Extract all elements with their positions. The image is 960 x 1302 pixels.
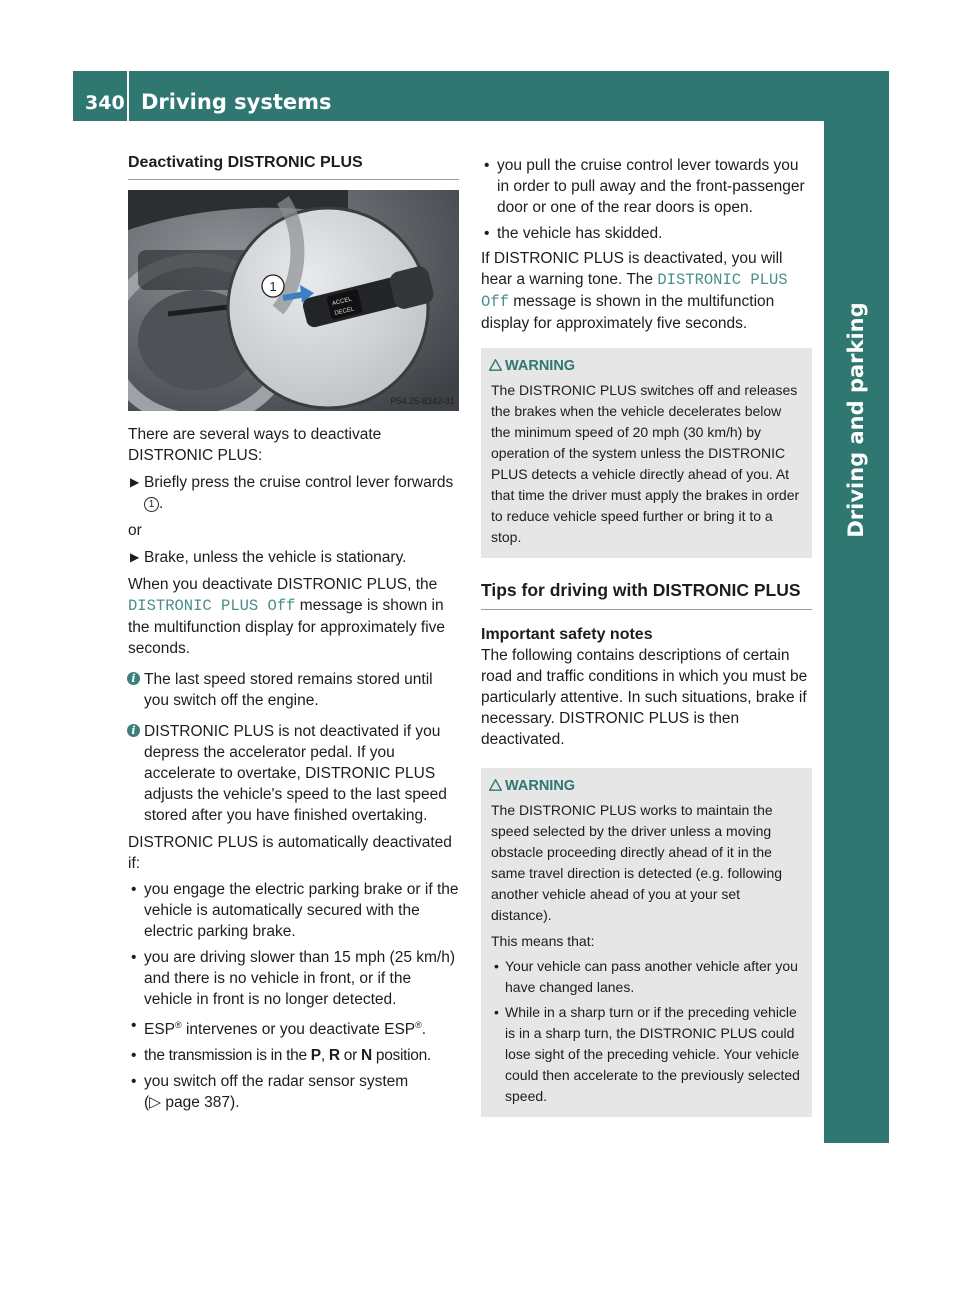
note-accelerator (128, 721, 459, 826)
list-item-text: Your vehicle can pass another vehicle after you have changed lanes. (505, 958, 798, 995)
deactivate-message-para (128, 574, 459, 659)
display-message-code: DISTRONIC PLUS Off (128, 597, 296, 615)
bullet-dot: • (494, 1004, 499, 1020)
note-speed-stored (128, 669, 459, 711)
heading-safety-notes: Important safety notes (481, 626, 653, 643)
trans-end: position. (371, 1047, 431, 1065)
info-icon: i (127, 672, 140, 685)
safety-notes-text: The following contains descriptions of certain road and traffic conditions in which you must be particularly attentive. In such situations, brake if necessary. DISTRONIC PLUS is then deactivated. (481, 647, 808, 748)
display-message-code: DISTRONIC PLUS Off (481, 271, 788, 311)
or-text: or (128, 522, 142, 539)
para-text-a: If DISTRONIC PLUS is deactivated, you will hear a warning tone. The (481, 250, 783, 288)
bullet-dot: • (484, 157, 490, 174)
registered-mark: ® (175, 1020, 182, 1030)
warning-text: The DISTRONIC PLUS works to maintain the speed selected by the driver unless a moving obstacle proceeding directly ahead of it in the same travel direction is detected (e.g. following another vehicle ahead of you at your set distance). (491, 802, 783, 923)
figure-code: P54.25-8342-31 (390, 396, 455, 406)
warning-text: The DISTRONIC PLUS switches off and releases the brakes when the vehicle decelerates below the minimum speed of 20 mph (30 km/h) by operation of the system unless the DISTRONIC PLUS detects a vehicle directly ahead of you. At that time the driver must apply the brakes in order to reduce vehicle speed further or bring it to a stop. (491, 382, 800, 545)
lever-label-decel: DECEL (333, 306, 355, 317)
radar-text: you switch off the radar sensor system (144, 1073, 409, 1091)
esp-text-a: ESP (144, 1021, 176, 1039)
heading-tips: Tips for driving with DISTRONIC PLUS (481, 580, 812, 610)
warning-title: WARNING (505, 358, 576, 374)
side-tab (824, 121, 889, 1143)
list-item-transmission (128, 1045, 459, 1066)
trans-comma: , (320, 1047, 329, 1065)
section-title: Driving systems (141, 90, 332, 114)
step-brake (128, 547, 459, 568)
heading-deactivating: Deactivating DISTRONIC PLUS (128, 152, 459, 180)
warning-triangle-icon (489, 359, 502, 371)
step-brake-text: Brake, unless the vehicle is stationary. (144, 549, 407, 566)
figure-callout-1: 1 (269, 279, 277, 294)
trans-text-a: the transmission is in the (144, 1047, 311, 1065)
info-icon: i (127, 724, 140, 737)
lever-label-accel: ACCEL (331, 296, 353, 308)
list-item-text: the vehicle has skidded. (497, 225, 663, 242)
header-divider (127, 71, 129, 121)
right-column (481, 155, 812, 1117)
list-item (128, 947, 459, 1010)
list-item (491, 956, 804, 998)
note-accelerator-text: DISTRONIC PLUS is not deactivated if you depress the accelerator pedal. If you accelerate to overtake, DISTRONIC PLUS adjusts the vehicle's speed to the last speed stored after you have finished overtaking. (144, 723, 447, 824)
trans-or: or (339, 1047, 361, 1065)
step-press-lever (128, 472, 459, 514)
registered-mark: ® (415, 1020, 422, 1030)
bullet-dot: • (131, 881, 137, 898)
list-item-text: you pull the cruise control lever towards you in order to pull away and the front-passenger door or one of the rear doors is open. (497, 157, 805, 216)
bullet-dot: • (131, 1017, 137, 1034)
list-item (481, 223, 812, 244)
warning-box-1 (481, 348, 812, 558)
step-press-lever-text: Briefly press the cruise control lever forwards (144, 474, 454, 491)
list-item (491, 1002, 804, 1107)
list-item (481, 155, 812, 218)
page-reference-link[interactable]: (▷ page 387). (144, 1094, 240, 1112)
step-press-lever-end: . (159, 495, 164, 512)
bullet-dot: • (484, 225, 490, 242)
list-item-text: you are driving slower than 15 mph (25 km/h) and there is no vehicle in front, or if the vehicle in front is no longer detected. (144, 949, 456, 1008)
warning-means: This means that: (491, 933, 595, 949)
warning-header (491, 356, 804, 377)
side-tab-label: Driving and parking (844, 302, 868, 538)
warning-title: WARNING (505, 778, 576, 794)
page-number: 340 (85, 92, 125, 114)
step-arrow-icon: ▶ (130, 550, 140, 564)
para-text-b: message is shown in the multifunction display for approximately five seconds. (481, 293, 775, 332)
left-column (128, 152, 459, 1113)
gear-p: P (310, 1047, 321, 1065)
list-item-text: you engage the electric parking brake or if the vehicle is automatically secured with the electric parking brake. (144, 881, 459, 940)
list-item (128, 879, 459, 942)
list-item-esp (128, 1015, 459, 1040)
warning-triangle-icon (489, 779, 502, 791)
list-item-text: While in a sharp turn or if the preceding vehicle is in a sharp turn, the DISTRONIC PLUS could lose sight of the preceding vehicle. Your vehicle could then accelerate to the previously selected speed. (505, 1004, 800, 1104)
deactivated-tone-para (481, 248, 812, 334)
esp-text-b: intervenes or you deactivate ESP (181, 1021, 416, 1039)
bullet-dot: • (494, 958, 499, 974)
side-tab-gap (824, 1143, 889, 1149)
warning-header (491, 776, 804, 797)
lever-figure-image (128, 190, 459, 411)
intro-text: There are several ways to deactivate DISTRONIC PLUS: (128, 426, 382, 464)
note-speed-stored-text: The last speed stored remains stored until you switch off the engine. (144, 671, 433, 709)
gear-n: N (360, 1047, 372, 1065)
lever-figure (128, 190, 459, 411)
esp-text-c: . (421, 1021, 427, 1039)
list-item-radar (128, 1071, 459, 1113)
bullet-dot: • (131, 1047, 137, 1065)
step-arrow-icon: ▶ (130, 475, 140, 489)
gear-r: R (328, 1047, 340, 1065)
warning-box-2 (481, 768, 812, 1117)
auto-deactivated-intro: DISTRONIC PLUS is automatically deactivated if: (128, 834, 452, 872)
bullet-dot: • (131, 1073, 137, 1091)
bullet-dot: • (131, 949, 137, 966)
callout-1-inline: 1 (144, 497, 159, 512)
para-text-b: message is shown in the multifunction display for approximately five seconds. (128, 597, 446, 657)
para-text-a: When you deactivate DISTRONIC PLUS, the (128, 576, 438, 593)
